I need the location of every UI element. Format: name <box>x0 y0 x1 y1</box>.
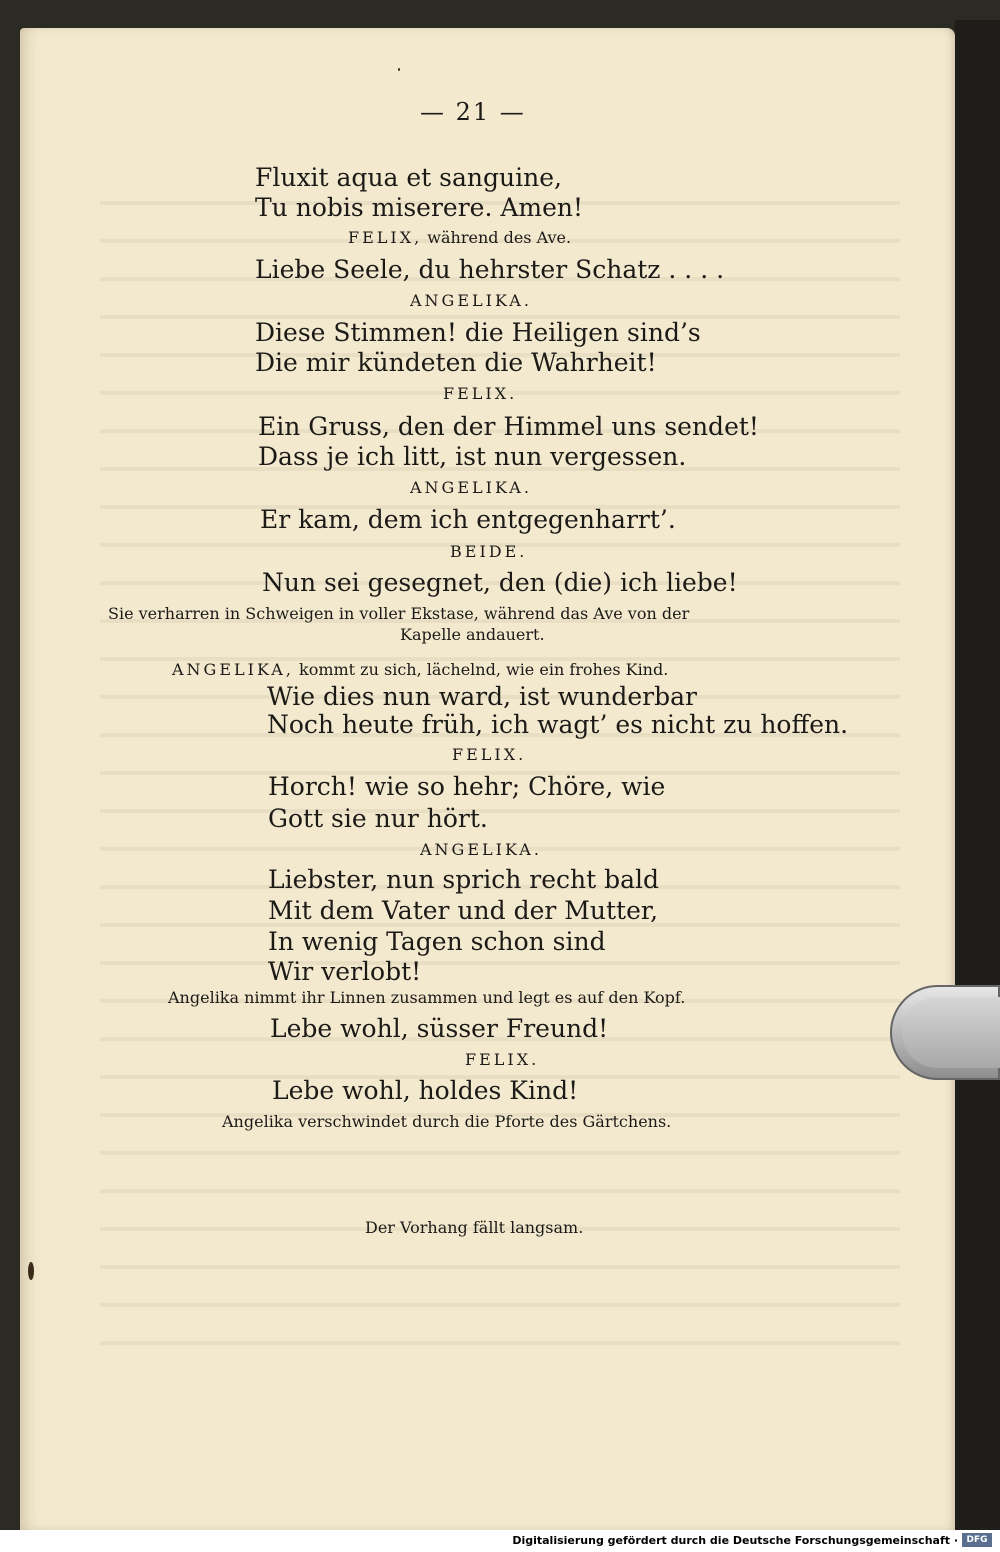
verse-line: Die mir kündeten die Wahrheit! <box>255 348 657 377</box>
speaker-heading: BEIDE. <box>450 542 528 561</box>
dfg-logo: DFG <box>962 1533 992 1547</box>
speaker-heading: FELIX. <box>452 745 527 764</box>
speaker-name: ANGELIKA, <box>172 660 294 679</box>
digitization-credit: Digitalisierung gefördert durch die Deutsche Forschungsgemeinschaft · <box>512 1534 958 1547</box>
speaker-heading: ANGELIKA. <box>420 840 542 859</box>
verse-line: Wie dies nun ward, ist wunderbar <box>267 682 697 711</box>
stage-direction: Sie verharren in Schweigen in voller Ekstase, während das Ave von der <box>108 604 690 623</box>
speaker-heading <box>348 228 571 247</box>
verse-line: In wenig Tagen schon sind <box>268 927 606 956</box>
speaker-heading: FELIX. <box>443 384 518 403</box>
verse-line: Horch! wie so hehr; Chöre, wie <box>268 772 666 801</box>
verse-line: Ein Gruss, den der Himmel uns sendet! <box>258 412 759 441</box>
verse-line: Nun sei gesegnet, den (die) ich liebe! <box>262 568 738 597</box>
verse-line: Mit dem Vater und der Mutter, <box>268 896 659 925</box>
verse-line: Liebster, nun sprich recht bald <box>268 865 659 894</box>
speaker-heading: ANGELIKA. <box>410 478 532 497</box>
stage-direction: Kapelle andauert. <box>400 625 545 644</box>
speaker-heading: FELIX. <box>465 1050 540 1069</box>
verse-line: Liebe Seele, du hehrster Schatz . . . . <box>255 255 725 284</box>
speaker-name: FELIX, <box>348 228 423 247</box>
verse-line: Er kam, dem ich entgegenharrt’. <box>260 505 676 534</box>
speaker-note: während des Ave. <box>422 228 572 247</box>
speaker-note: kommt zu sich, lächelnd, wie ein frohes Kind. <box>293 660 669 679</box>
verse-line: Diese Stimmen! die Heiligen sind’s <box>255 318 701 347</box>
verse-line: Fluxit aqua et sanguine, <box>255 163 562 192</box>
speaker-heading <box>172 660 668 679</box>
speaker-heading: ANGELIKA. <box>410 291 532 310</box>
verse-line: Noch heute früh, ich wagt’ es nicht zu hoffen. <box>267 710 849 739</box>
book-edge <box>955 20 1000 1530</box>
verse-line: Lebe wohl, holdes Kind! <box>272 1076 579 1105</box>
stage-direction: Angelika verschwindet durch die Pforte des Gärtchens. <box>222 1112 672 1131</box>
verse-line: Tu nobis miserere. Amen! <box>255 193 584 222</box>
ink-speck <box>28 1262 34 1280</box>
stage-direction: Angelika nimmt ihr Linnen zusammen und legt es auf den Kopf. <box>168 988 686 1007</box>
page-number: — 21 — <box>420 98 526 126</box>
verse-line: Dass je ich litt, ist nun vergessen. <box>258 442 687 471</box>
verse-line: Lebe wohl, süsser Freund! <box>270 1014 609 1043</box>
paper-clip-inner <box>902 997 1000 1068</box>
ink-speck <box>398 68 400 71</box>
verse-line: Gott sie nur hört. <box>268 804 488 833</box>
verse-line: Wir verlobt! <box>268 957 422 986</box>
stage-direction: Der Vorhang fällt langsam. <box>365 1218 584 1237</box>
